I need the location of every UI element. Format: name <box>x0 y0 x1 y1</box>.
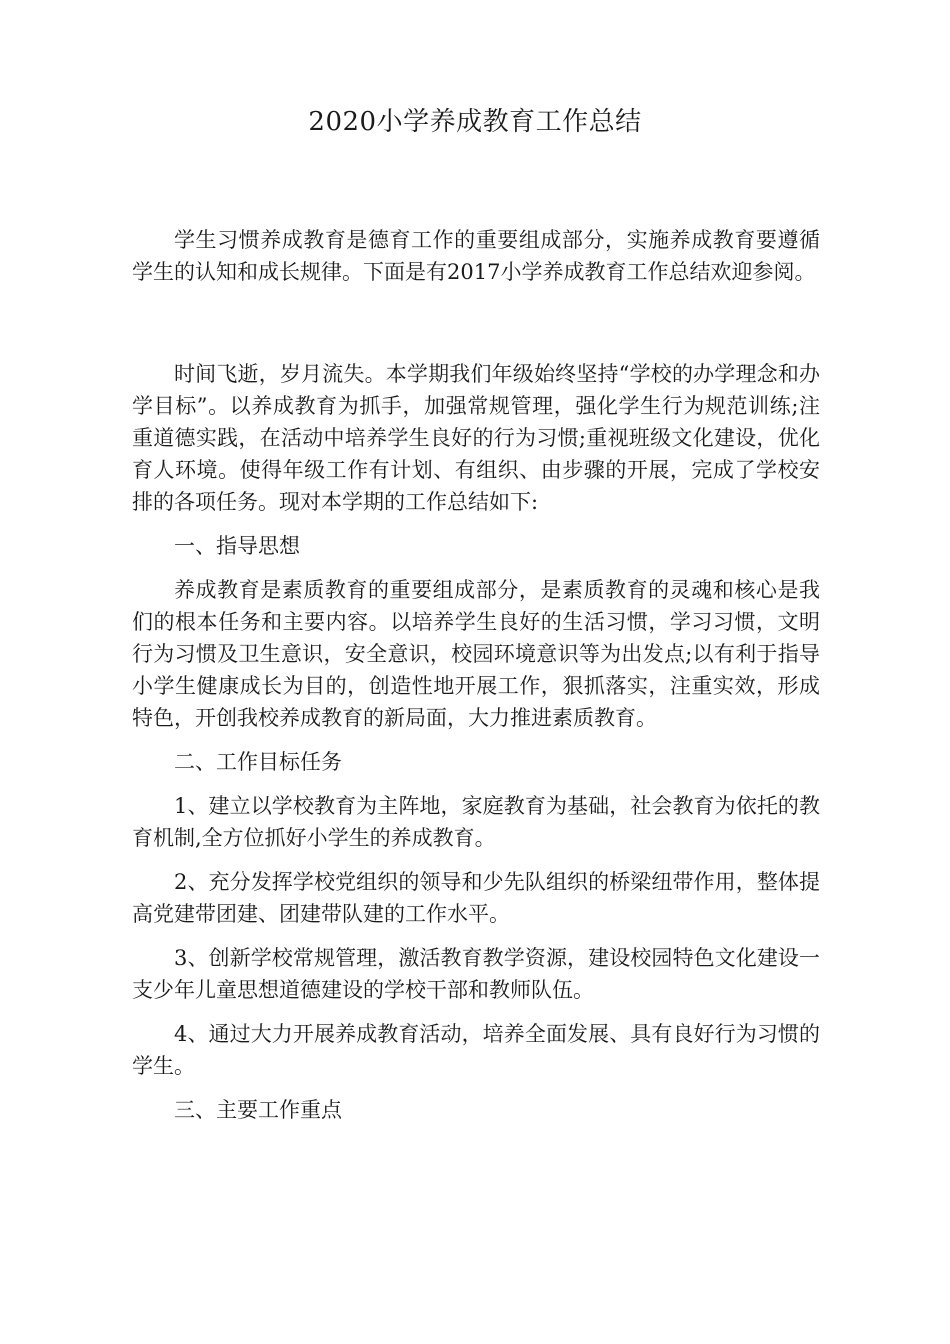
goal-item-2: 2、充分发挥学校党组织的领导和少先队组织的桥梁纽带作用，整体提高党建带团建、团建带队建的工作水平。 <box>132 870 820 926</box>
document-title: 2020小学养成教育工作总结 <box>308 107 642 137</box>
goal-item-4: 4、通过大力开展养成教育活动，培养全面发展、具有良好行为习惯的学生。 <box>132 1022 820 1078</box>
section-heading-guiding-ideology: 一、指导思想 <box>174 534 300 558</box>
goal-item-3: 3、创新学校常规管理，激活教育教学资源，建设校园特色文化建设一支少年儿童思想道德建设的学校干部和教师队伍。 <box>132 946 820 1002</box>
overview-paragraph: 时间飞逝，岁月流失。本学期我们年级始终坚持“学校的办学理念和办学目标”。以养成教育为抓手，加强常规管理，强化学生行为规范训练;注重道德实践，在活动中培养学生良好的行为习惯;重视班级文化建设，优化育人环境。使得年级工作有计划、有组织、由步骤的开展，完成了学校安排的各项任务。现对本学期的工作总结如下: <box>132 362 820 514</box>
section-heading-goals: 二、工作目标任务 <box>174 750 342 774</box>
section-heading-key-work: 三、主要工作重点 <box>174 1098 342 1122</box>
guiding-ideology-paragraph: 养成教育是素质教育的重要组成部分，是素质教育的灵魂和核心是我们的根本任务和主要内容。以培养学生良好的生活习惯，学习习惯，文明行为习惯及卫生意识，安全意识，校园环境意识等为出发点;以有利于指导小学生健康成长为目的，创造性地开展工作，狠抓落实，注重实效，形成特色，开创我校养成教育的新局面，大力推进素质教育。 <box>132 578 820 730</box>
document-body <box>132 224 820 1138</box>
intro-paragraph: 学生习惯养成教育是德育工作的重要组成部分，实施养成教育要遵循学生的认知和成长规律。下面是有2017小学养成教育工作总结欢迎参阅。 <box>132 228 820 284</box>
goal-item-1: 1、建立以学校教育为主阵地，家庭教育为基础，社会教育为依托的教育机制,全方位抓好小学生的养成教育。 <box>132 794 820 850</box>
